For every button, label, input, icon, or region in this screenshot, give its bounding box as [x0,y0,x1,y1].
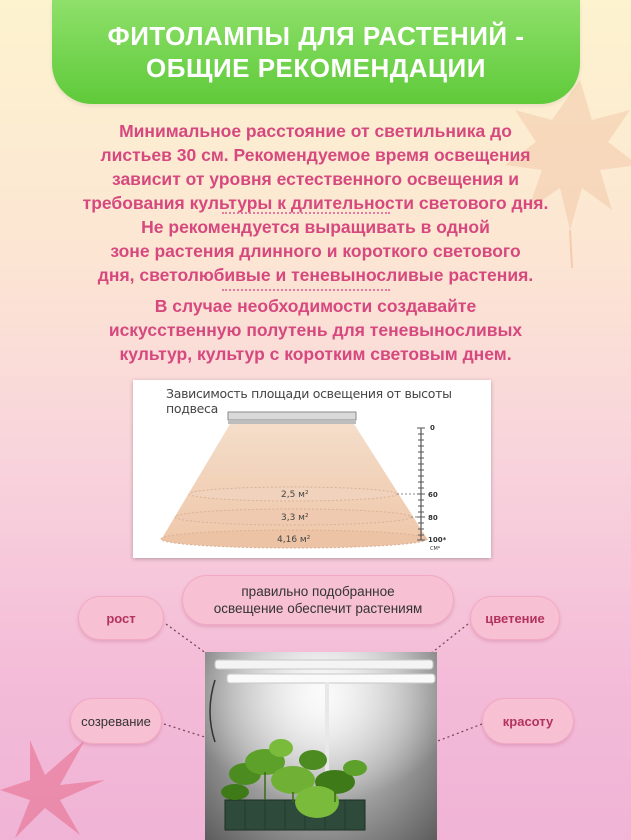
scale-label: 80 [428,514,438,522]
paragraph-line: Минимальное расстояние от светильника до [119,121,512,141]
seedling-tray [225,800,365,830]
paragraph-line: искусственную полутень для теневыносливых [108,320,523,340]
center-bubble-line: освещение обеспечит растениям [213,601,423,616]
area-label: 4,16 м² [277,535,311,545]
paragraph-line: зависит от уровня естественного освещения и [111,169,520,189]
lamp-bar [227,674,435,683]
plant-lamp-photo [205,652,437,840]
area-label: 2,5 м² [281,490,309,500]
center-bubble-line: правильно подобранное [241,584,395,599]
title-line-2: ОБЩИЕ РЕКОМЕНДАЦИИ [146,53,486,83]
paragraph-line: культур, культур с коротким световым днем. [119,344,512,364]
paragraph-line: требования культуры к длительности светового дня. [82,193,549,213]
scale-label: 100* [428,536,447,544]
bubble-tsvetenie: цветение [470,596,560,640]
photo-illustration [205,652,437,840]
paragraph-line: Не рекомендуется выращивать в одной [141,217,490,237]
scale-label: 0 [430,424,435,432]
paragraph-line: В случае необходимости создавайте [154,296,477,316]
title-line-1: ФИТОЛАМПЫ ДЛЯ РАСТЕНИЙ - [107,21,525,51]
bubble-krasotu: красоту [482,698,574,744]
paragraph-line: зоне растения длинного и короткого светового [110,241,521,261]
bubble-rost: рост [78,596,164,640]
bubble-sozrevanie: созревание [70,698,162,744]
lamp-bar [215,660,433,669]
scale-unit: СМ* [430,546,441,552]
center-bubble [182,575,454,625]
area-label: 3,3 м² [281,513,309,523]
scale-label: 60 [428,491,438,499]
paragraph-line: дня, светолюбивые и теневыносливые растения. [97,265,534,285]
diagram-title: Зависимость площади освещения от высоты подвеса [166,386,452,416]
paragraph-line: листьев 30 см. Рекомендуемое время освещения [100,145,531,165]
